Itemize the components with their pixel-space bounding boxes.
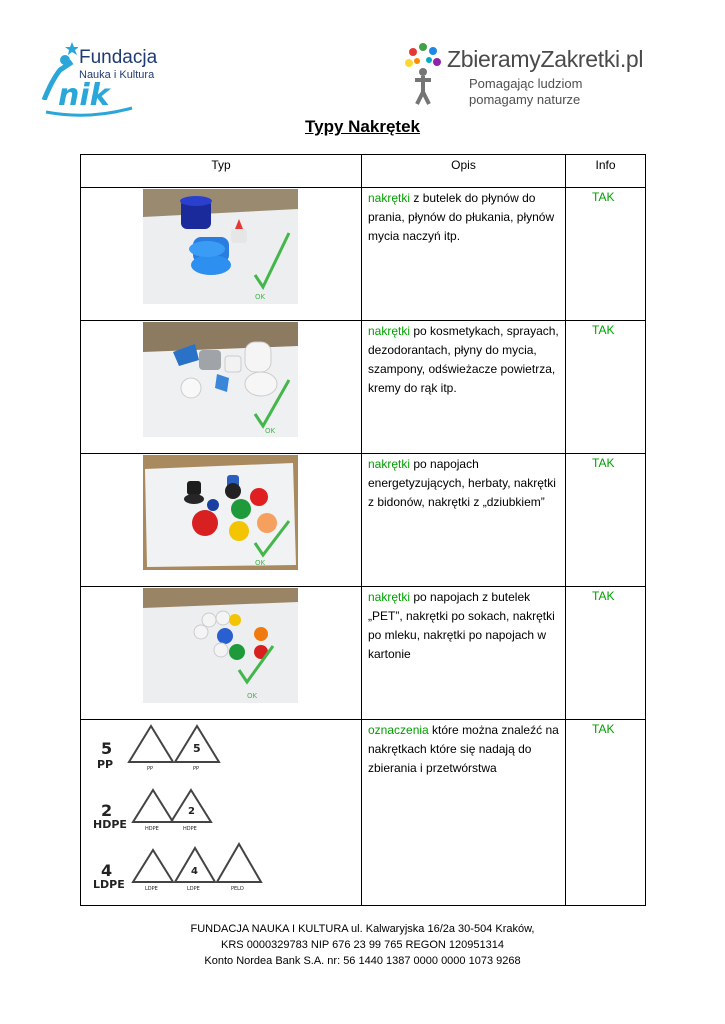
- recycle-triangle-icon: [217, 844, 261, 892]
- svg-text:4: 4: [101, 861, 113, 880]
- svg-text:4: 4: [191, 866, 198, 877]
- svg-text:OK: OK: [255, 559, 266, 567]
- recycle-triangle-icon: [133, 850, 173, 892]
- recycle-triangle-icon: [171, 790, 211, 832]
- description-text: które można znaleźć na nakrętkach które się nadają do zbierania i przetwórstwa: [368, 723, 559, 775]
- header-opis: Opis: [362, 155, 566, 188]
- description-cell: [362, 720, 566, 906]
- svg-text:LDPE: LDPE: [93, 878, 125, 891]
- description-text: po napojach energetyzujących, herbaty, nakrętki z bidonów, nakrętki z „dziubkiem”: [368, 457, 556, 509]
- info-cell: TAK: [566, 454, 646, 587]
- recycling-symbols: [87, 720, 267, 900]
- info-cell: TAK: [566, 720, 646, 906]
- table-row: [81, 587, 646, 720]
- nik-wordmark: nik: [58, 78, 110, 113]
- svg-text:PP: PP: [193, 766, 200, 772]
- svg-text:2: 2: [101, 801, 113, 820]
- tagline-1: Pomagając ludziom: [469, 76, 583, 91]
- page-title: Typy Nakrętek: [305, 117, 420, 136]
- description-cell: [362, 454, 566, 587]
- table-row: [81, 720, 646, 906]
- type-cell: [81, 454, 362, 587]
- caps-photo-4: [143, 588, 298, 703]
- recycle-triangle-icon: [129, 726, 173, 772]
- footer-address: FUNDACJA NAUKA I KULTURA ul. Kalwaryjska 16/2a 30-504 Kraków,: [190, 923, 535, 935]
- description-cell: [362, 188, 566, 321]
- header-info: Info: [566, 155, 646, 188]
- caps-photo-2: [143, 322, 298, 437]
- type-cell: [81, 587, 362, 720]
- tagline-2: pomagamy naturze: [469, 92, 581, 107]
- keyword: nakrętki: [368, 324, 411, 338]
- svg-text:PP: PP: [97, 758, 114, 771]
- svg-text:PP: PP: [147, 766, 154, 772]
- recycle-triangle-icon: [133, 790, 173, 832]
- footer: [0, 921, 725, 969]
- zbieramy-name: ZbieramyZakretki.pl: [447, 46, 644, 72]
- table-row: [81, 188, 646, 321]
- svg-text:2: 2: [188, 806, 195, 817]
- caps-table: [80, 154, 646, 906]
- type-cell: [81, 720, 362, 906]
- footer-bank: Konto Nordea Bank S.A. nr: 56 1440 1387 0000 0000 1073 9268: [204, 955, 521, 967]
- info-cell: TAK: [566, 188, 646, 321]
- table-row: [81, 321, 646, 454]
- description-cell: [362, 587, 566, 720]
- svg-text:LDPE: LDPE: [145, 886, 158, 892]
- info-cell: TAK: [566, 587, 646, 720]
- keyword: nakrętki: [368, 191, 411, 205]
- svg-text:OK: OK: [255, 293, 266, 301]
- keyword: nakrętki: [368, 590, 411, 604]
- table-header-row: [81, 155, 646, 188]
- caps-photo-1: [143, 189, 298, 304]
- svg-text:5: 5: [101, 739, 113, 758]
- svg-text:HDPE: HDPE: [93, 818, 127, 831]
- tree-figure-icon: [403, 42, 447, 106]
- svg-text:LDPE: LDPE: [187, 886, 200, 892]
- foundation-subtitle: Nauka i Kultura: [79, 69, 155, 81]
- foundation-logo: [38, 40, 168, 120]
- keyword: oznaczenia: [368, 723, 429, 737]
- svg-text:5: 5: [193, 742, 201, 755]
- svg-text:HDPE: HDPE: [145, 826, 159, 832]
- footer-registry: KRS 0000329783 NIP 676 23 99 765 REGON 120951314: [221, 939, 504, 951]
- description-text: z butelek do płynów do prania, płynów do płukania, płynów mycia naczyń itp.: [368, 191, 555, 243]
- description-text: po napojach z butelek „PET”, nakrętki po sokach, nakrętki po mleku, nakrętki po napojach w kartonie: [368, 590, 555, 661]
- zbieramy-logo: [403, 42, 644, 114]
- info-cell: TAK: [566, 321, 646, 454]
- header-typ: Typ: [81, 155, 362, 188]
- foundation-name: Fundacja: [79, 47, 158, 68]
- recycle-triangle-icon: [175, 726, 219, 772]
- type-cell: [81, 188, 362, 321]
- description-text: po kosmetykach, sprayach, dezodorantach, płyny do mycia, szampony, odświeżacze powietrza, kremy do rąk itp.: [368, 324, 559, 395]
- svg-text:OK: OK: [247, 692, 258, 700]
- table-row: [81, 454, 646, 587]
- keyword: nakrętki: [368, 457, 411, 471]
- svg-text:HDPE: HDPE: [183, 826, 197, 832]
- caps-photo-3: [143, 455, 298, 570]
- recycle-triangle-icon: [175, 848, 215, 892]
- svg-text:PELD: PELD: [231, 886, 244, 892]
- description-cell: [362, 321, 566, 454]
- type-cell: [81, 321, 362, 454]
- svg-text:OK: OK: [265, 427, 276, 435]
